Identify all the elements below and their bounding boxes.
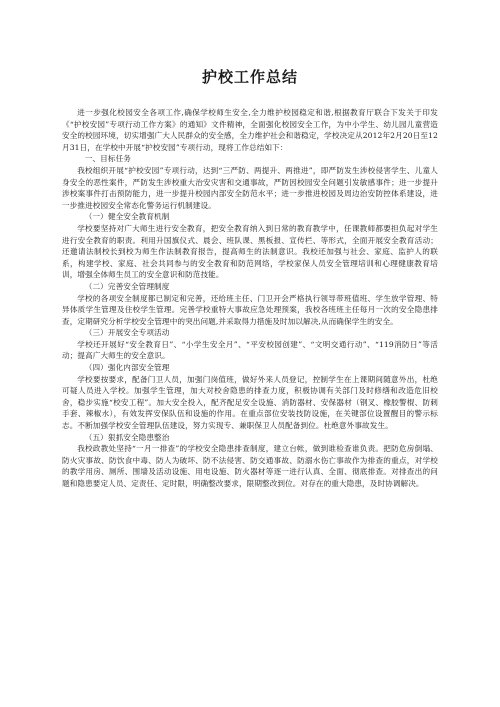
subsection-paragraph-5: 我校政教处坚持“一月一排查”的学校安全隐患排查制度，建立台帐，做到谁检查谁负责。把防危房倒塌、防火灾事故、防饮食中毒、防人为破坏、防不法侵害、防交通事故、防溺水伤亡事故作为排查的重点，对学校的教学用房、厕所、围墙及活动设施、用电设施、防火器材等逐一进行认真、全面、彻底排查。对排查出的问题和隐患要定人员、定责任、定时限，明确整改要求，限期整改到位。对存在的重大隐患，及时协调解决。: [62, 444, 438, 488]
intro-paragraph: 进一步强化校园安全各项工作,确保学校师生安全,全力维护校园稳定和谐,根据教育厅联合下发关于印发《“护校安园”专项行动工作方案》的通知》文件精神，全面强化校园安全工作，为中小学生、幼儿园儿童营造安全的校园环境，切实增强广大人民群众的安全感，全力维护社会和谐稳定，学校决定从2012年2月20日至12月31日，在学校中开展“护校安园”专项行动，现将工作总结如下：: [62, 108, 438, 152]
subsection-heading-1: （一）健全安全教育机制: [84, 212, 170, 222]
subsection-paragraph-3: 学校还开展好“安全教育日”、“小学生安全月”、“平安校园创建”、“文明交通行动”、“119消防日”等活动；提高广大师生的安全意识。: [62, 339, 438, 361]
goals-paragraph: 我校组织开展“护校安园”专项行动，达到“三严防、两提升、两推进”，即严防发生涉校侵害学生、儿童人身安全的恶性案件，严防发生涉校重大治安灾害和交通事故，严防因校园安全问题引发敏感事件；进一步提升涉校案事件打击预防能力，进一步提升校园内部安全防范水平；进一步推进校园及周边治安防控体系建设，进一步推进校园安全常态化警务运行机制建设。: [62, 165, 438, 210]
section-heading-goals: 一、目标任务: [84, 154, 131, 164]
subsection-heading-5: （五）狠抓安全隐患整治: [84, 432, 170, 442]
subsection-paragraph-2: 学校的各项安全制度都已制定和完善，还给班主任、门卫开会严格执行领导带班值班、学生放学管理、特异体质学生管理及住校学生管理。完善学校重特大事故应急处理预案，我校各班班主任每月一次的安全隐患排查，定期研究分析学校安全管理中的突出问题,并采取得力措施及时加以解决,从而确保学生的安全。: [62, 293, 438, 326]
subsection-heading-2: （二）完善安全管理制度: [84, 281, 170, 291]
subsection-paragraph-1: 学校要坚持对广大师生进行安全教育，把安全教育纳入到日常的教育教学中，任课教师都要担负起对学生进行安全教育的职责。利用升国旗仪式、晨会、班队课、黑板报、宣传栏、等形式，全面开展安全教育活动；还邀请法制校长到校为师生作法制教育报告，提高师生的法制意识。我校还加强与社会、家庭、监护人的联系，构建学校、家庭、社会共同参与的安全教育和防范网络，学校家保人员安全管理培训和心理健康教育培训，增强全体师生员工的安全意识和防范技能。: [62, 223, 438, 280]
subsection-heading-4: （四）强化内部安全管理: [84, 363, 170, 373]
document-title: 护校工作总结: [201, 68, 298, 86]
subsection-paragraph-4: 学校要按要求，配备门卫人员，加强门岗值班，做好外来人员登记，控制学生在上课期间随意外出，杜绝可疑人员进入学校。加强学生管理，加大对校舍隐患的排查力度，积极协调有关部门及时修缮和改造危旧校舍，稳步实施“校安工程”。加大安全投入，配齐配足安全设施、消防器材、安保器材（钢叉、橡胶警棍、防刺手套、辣椒水），有效发挥安保队伍和设施的作用。在重点部位安装技防设施，在关键部位设置醒目的警示标志。不断加强学校安全管理队伍建设，努力实现专、兼职保卫人员配备到位。杜绝意外事故发生。: [62, 374, 438, 431]
document-body: [62, 107, 438, 490]
subsection-heading-3: （三）开展安全专项活动: [84, 328, 170, 338]
